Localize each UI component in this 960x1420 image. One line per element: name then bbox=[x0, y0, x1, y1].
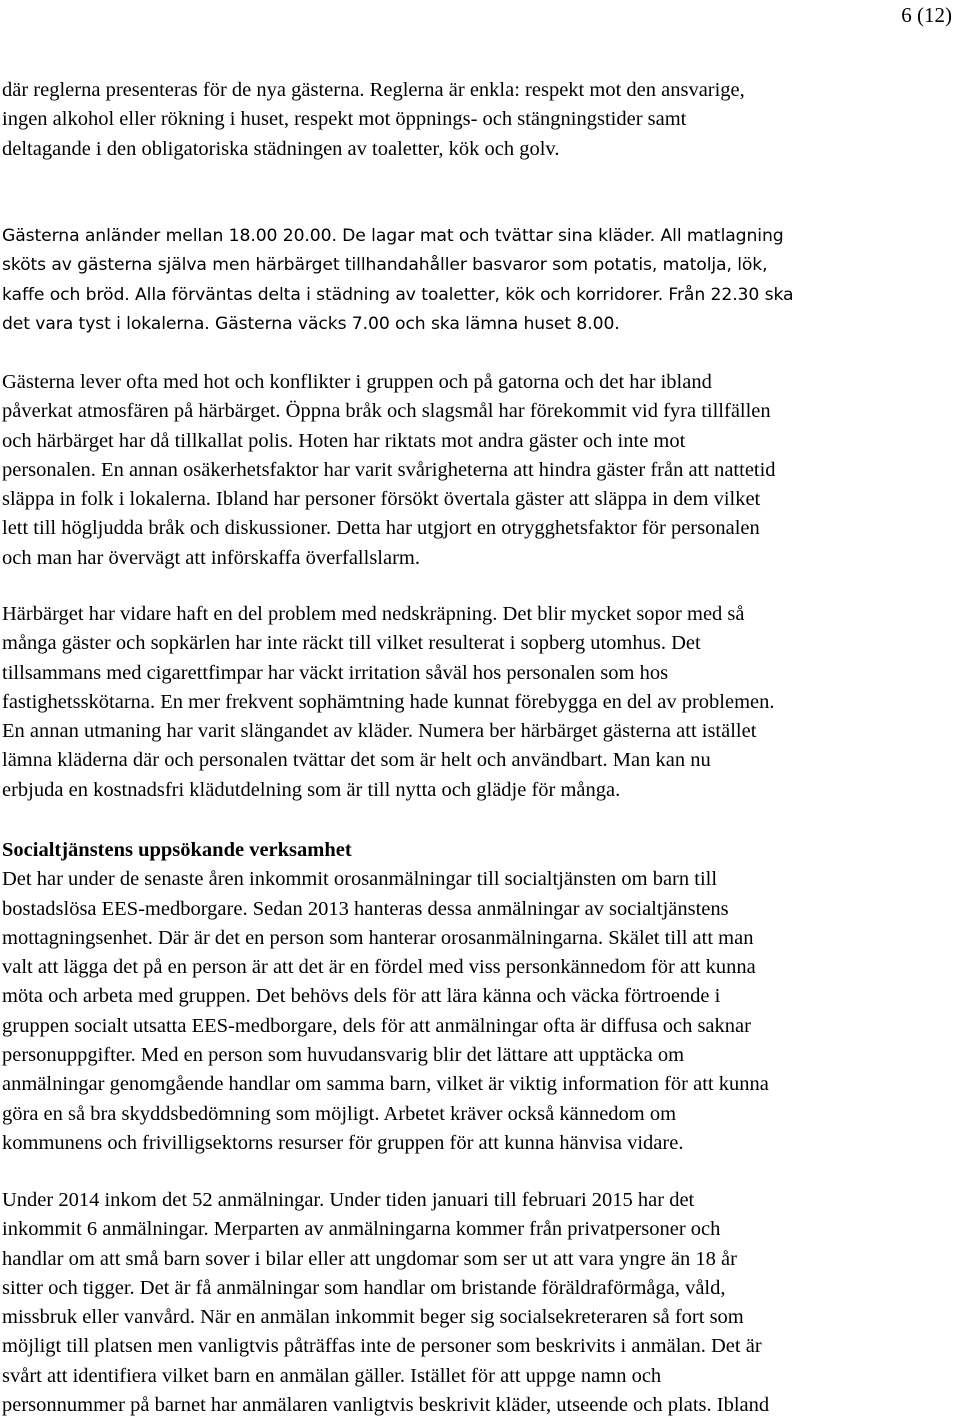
text-line: kommunens och frivilligsektorns resurser för gruppen för att kunna hänvisa vidare. bbox=[2, 1131, 684, 1154]
text-line: möjligt till platsen men vanligtvis påträffas inte de personer som beskrivits i anmälan. Det är bbox=[2, 1335, 762, 1358]
text-line: personuppgifter. Med en person som huvudansvarig blir det lättare att upptäcka om bbox=[2, 1044, 685, 1067]
text-line: personnummer på barnet har anmälaren vanligtvis beskrivit kläder, utseende och plats. Ibland bbox=[2, 1394, 770, 1417]
text-line: deltagande i den obligatoriska städningen av toaletter, kök och golv. bbox=[2, 137, 560, 160]
text-line: släppa in folk i lokalerna. Ibland har personer försökt övertala gäster att släppa in dem vilket bbox=[2, 488, 761, 511]
text-line: anmälningar genomgående handlar om samma barn, vilket är viktig information för att kunna bbox=[2, 1073, 769, 1096]
text-line: göra en så bra skyddsbedömning som möjligt. Arbetet kräver också kännedom om bbox=[2, 1102, 677, 1125]
text-line: lämna kläderna där och personalen tvättar det som är helt och användbart. Man kan nu bbox=[2, 749, 711, 772]
text-line: möta och arbeta med gruppen. Det behövs dels för att lära känna och väcka förtroende i bbox=[2, 985, 721, 1008]
text-line: påverkat atmosfären på härbärget. Öppna bråk och slagsmål har förekommit vid fyra tillfällen bbox=[2, 400, 771, 423]
text-line: gruppen socialt utsatta EES-medborgare, dels för att anmälningar ofta är diffusa och saknar bbox=[2, 1014, 751, 1037]
text-line: mottagningsenhet. Där är det en person som hanterar orosanmälningarna. Skälet till att man bbox=[2, 926, 754, 949]
text-line: Gästerna lever ofta med hot och konflikter i gruppen och på gatorna och det har ibland bbox=[2, 371, 712, 393]
text-line: valt att lägga det på en person är att det är en fördel med viss personkännedom för att kunna bbox=[2, 956, 756, 979]
text-line: många gäster och sopkärlen har inte räckt till vilket resulterat i sopberg utomhus. Det bbox=[2, 632, 701, 655]
text-line: missbruk eller vanvård. När en anmälan inkommit beger sig socialsekreteraren så fort som bbox=[2, 1306, 744, 1329]
text-line: tillsammans med cigarettfimpar har väckt irritation såväl hos personalen som hos bbox=[2, 661, 669, 684]
text-line: kaffe och bröd. Alla förväntas delta i städning av toaletter, kök och korridorer. Från 22.30 ska bbox=[2, 284, 794, 305]
text-line: En annan utmaning har varit slängandet av kläder. Numera ber härbärget gästerna att istället bbox=[2, 720, 757, 743]
text-line: och härbärget har då tillkallat polis. Hoten har riktats mot andra gäster och inte mot bbox=[2, 429, 686, 452]
paragraph-littering bbox=[2, 600, 958, 805]
text-line: sitter och tigger. Det är få anmälningar som handlar om bristande föräldraförmåga, våld, bbox=[2, 1276, 726, 1299]
paragraph-conflicts bbox=[2, 368, 958, 573]
text-line: det vara tyst i lokalerna. Gästerna väcks 7.00 och ska lämna huset 8.00. bbox=[2, 313, 620, 334]
text-line: personalen. En annan osäkerhetsfaktor har varit svårigheterna att hindra gäster från att nattetid bbox=[2, 458, 776, 481]
text-line: Gästerna anländer mellan 18.00 20.00. De lagar mat och tvättar sina kläder. All matlagning bbox=[2, 226, 784, 246]
text-line: ingen alkohol eller rökning i huset, respekt mot öppnings- och stängningstider samt bbox=[2, 108, 687, 131]
paragraph-reports bbox=[2, 1186, 958, 1420]
paragraph-rules bbox=[2, 76, 958, 164]
text-line: lett till högljudda bråk och diskussioner. Detta har utgjort en otrygghetsfaktor för personalen bbox=[2, 517, 760, 540]
text-line: Härbärget har vidare haft en del problem med nedskräpning. Det blir mycket sopor med så bbox=[2, 603, 745, 625]
section-heading: Socialtjänstens uppsökande verksamhet bbox=[2, 839, 352, 861]
section-social-services bbox=[2, 836, 958, 1158]
text-line: inkommit 6 anmälningar. Merparten av anmälningarna kommer från privatpersoner och bbox=[2, 1218, 721, 1241]
text-line: fastighetsskötarna. En mer frekvent sophämtning hade kunnat förebygga en del av problemen. bbox=[2, 690, 775, 713]
text-line: Under 2014 inkom det 52 anmälningar. Under tiden januari till februari 2015 har det bbox=[2, 1189, 695, 1211]
text-line: svårt att identifiera vilket barn en anmälan gäller. Istället för att uppge namn och bbox=[2, 1364, 662, 1387]
text-line: erbjuda en kostnadsfri klädutdelning som är till nytta och glädje för många. bbox=[2, 778, 621, 801]
text-line: bostadslösa EES-medborgare. Sedan 2013 hanteras dessa anmälningar av socialtjänstens bbox=[2, 897, 729, 920]
page-number: 6 (12) bbox=[901, 3, 952, 27]
text-line: handlar om att små barn sover i bilar eller att ungdomar som ser ut att vara yngre än 18 år bbox=[2, 1247, 737, 1270]
text-line: och man har övervägt att införskaffa överfallslarm. bbox=[2, 546, 420, 569]
text-line: Det har under de senaste åren inkommit orosanmälningar till socialtjänsten om barn till bbox=[2, 868, 718, 891]
paragraph-schedule bbox=[2, 222, 958, 339]
text-line: sköts av gästerna själva men härbärget tillhandahåller basvaror som potatis, matolja, lök, bbox=[2, 255, 768, 276]
text-line: där reglerna presenteras för de nya gästerna. Reglerna är enkla: respekt mot den ansvarige, bbox=[2, 79, 745, 101]
